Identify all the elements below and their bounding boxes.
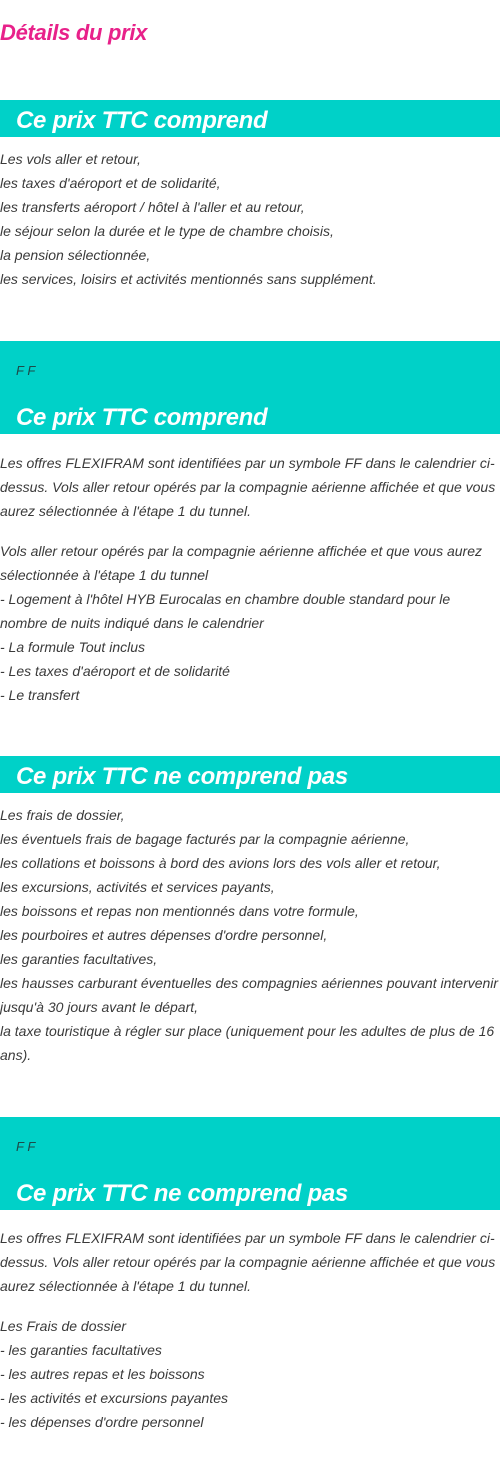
- text-line: Les Frais de dossier: [0, 1318, 127, 1334]
- section-title: Ce prix TTC comprend: [16, 107, 268, 134]
- text-line: - Le transfert: [0, 687, 80, 703]
- text-line: la taxe touristique à régler sur place (uniquement pour les adultes de plus de 16: [0, 1023, 495, 1039]
- section-header-ff-includes: [0, 341, 500, 434]
- page-title: Détails du prix: [0, 20, 148, 45]
- section-body-excludes: [0, 803, 500, 1067]
- text-line: - Logement à l'hôtel HYB Eurocalas en chambre double standard pour le: [0, 591, 451, 607]
- text-line: - les dépenses d'ordre personnel: [0, 1414, 204, 1430]
- text-line: - Les taxes d'aéroport et de solidarité: [0, 663, 230, 679]
- text-line: - les activités et excursions payantes: [0, 1390, 228, 1406]
- ff-tag: F F: [16, 363, 36, 378]
- text-line: nombre de nuits indiqué dans le calendrier: [0, 615, 264, 631]
- section-header-ff-excludes: [0, 1117, 500, 1210]
- section-intro-ff-includes: [0, 451, 500, 523]
- section-body-ff-excludes: [0, 1314, 500, 1434]
- text-line: - les garanties facultatives: [0, 1342, 162, 1358]
- text-line: jusqu'à 30 jours avant le départ,: [0, 999, 199, 1015]
- text-line: aurez sélectionnée à l'étape 1 du tunnel.: [0, 503, 251, 519]
- text-line: les services, loisirs et activités mentionnés sans supplément.: [0, 271, 377, 287]
- text-line: dessus. Vols aller retour opérés par la compagnie aérienne affichée et que vous: [0, 479, 496, 495]
- section-header-excludes: [0, 756, 500, 793]
- text-line: les hausses carburant éventuelles des compagnies aériennes pouvant intervenir: [0, 975, 499, 991]
- text-line: les pourboires et autres dépenses d'ordre personnel,: [0, 927, 328, 943]
- text-line: les taxes d'aéroport et de solidarité,: [0, 175, 221, 191]
- section-header-includes: [0, 100, 500, 137]
- text-line: la pension sélectionnée,: [0, 247, 151, 263]
- section-title: Ce prix TTC comprend: [16, 404, 268, 431]
- section-body-ff-includes: [0, 539, 500, 707]
- section-title: Ce prix TTC ne comprend pas: [16, 1180, 348, 1207]
- text-line: les collations et boissons à bord des avions lors des vols aller et retour,: [0, 855, 441, 871]
- section-title: Ce prix TTC ne comprend pas: [16, 763, 348, 790]
- text-line: dessus. Vols aller retour opérés par la compagnie aérienne affichée et que vous: [0, 1254, 496, 1270]
- text-line: aurez sélectionnée à l'étape 1 du tunnel.: [0, 1278, 251, 1294]
- text-line: Les offres FLEXIFRAM sont identifiées par un symbole FF dans le calendrier ci-: [0, 455, 495, 471]
- section-body-includes: [0, 147, 500, 291]
- text-line: le séjour selon la durée et le type de chambre choisis,: [0, 223, 334, 239]
- ff-tag: F F: [16, 1139, 36, 1154]
- text-line: Les frais de dossier,: [0, 807, 125, 823]
- text-line: les garanties facultatives,: [0, 951, 158, 967]
- text-line: - La formule Tout inclus: [0, 639, 145, 655]
- text-line: Les offres FLEXIFRAM sont identifiées par un symbole FF dans le calendrier ci-: [0, 1230, 495, 1246]
- text-line: ans).: [0, 1047, 32, 1063]
- text-line: les éventuels frais de bagage facturés par la compagnie aérienne,: [0, 831, 410, 847]
- text-line: - les autres repas et les boissons: [0, 1366, 205, 1382]
- text-line: Les vols aller et retour,: [0, 151, 141, 167]
- text-line: les excursions, activités et services payants,: [0, 879, 275, 895]
- text-line: Vols aller retour opérés par la compagnie aérienne affichée et que vous aurez: [0, 543, 482, 559]
- text-line: sélectionnée à l'étape 1 du tunnel: [0, 567, 209, 583]
- text-line: les boissons et repas non mentionnés dans votre formule,: [0, 903, 359, 919]
- text-line: les transferts aéroport / hôtel à l'aller et au retour,: [0, 199, 305, 215]
- section-intro-ff-excludes: [0, 1226, 500, 1298]
